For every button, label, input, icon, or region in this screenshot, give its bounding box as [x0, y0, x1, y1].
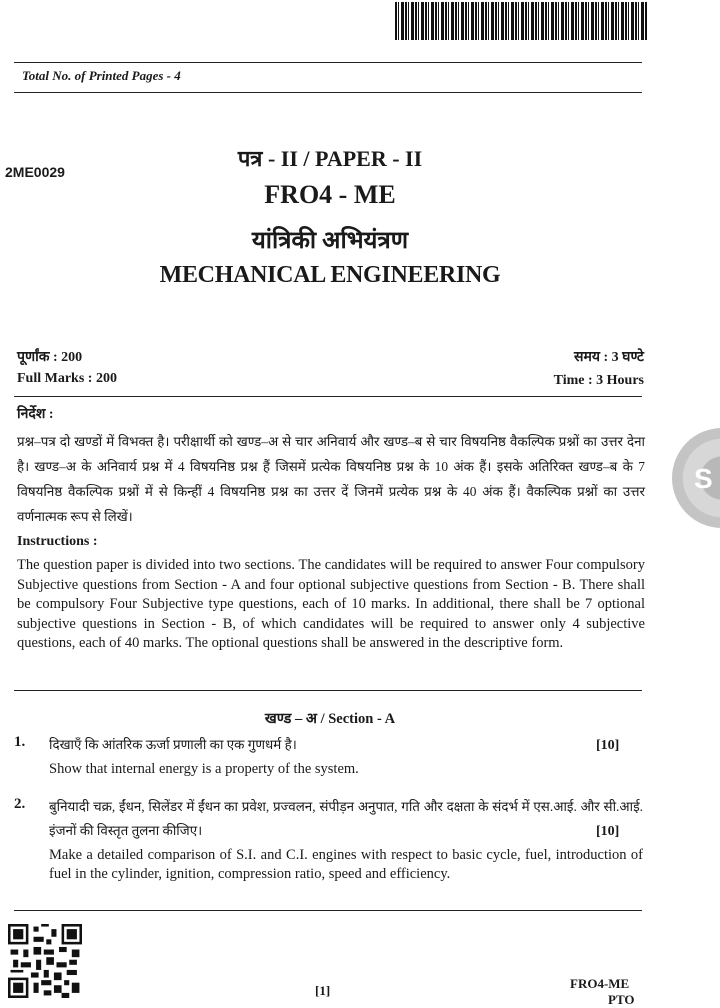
question-2-hindi: बुनियादी चक्र, ईंधन, सिलेंडर में ईंधन का प्रवेश, प्रज्वलन, संपीड़न अनुपात, गति और दक्षता के संदर्भ में एस.आई. और सी.आई. इंजनों की विस्तृत तुलना कीजिए।: [49, 799, 643, 838]
question-1-number: 1.: [14, 734, 26, 750]
page-number: [1]: [315, 983, 331, 998]
paper-code: 2ME0029: [5, 164, 65, 180]
seal-letter: S: [694, 463, 713, 494]
question-2-number: 2.: [14, 796, 26, 812]
question-2-english: Make a detailed comparison of S.I. and C.I. engines with respect to basic cycle, fuel, introduction of fuel in the cylinder, ignition, compression ratio, speed and efficiency.: [49, 847, 643, 882]
barcode-icon: [395, 2, 647, 40]
question-1-marks: [10]: [596, 738, 620, 753]
section-heading: खण्ड – अ / Section - A: [264, 711, 396, 727]
section-rule: [14, 690, 642, 691]
subject-hindi: यांत्रिकी अभियंत्रण: [251, 228, 409, 254]
instructions-text-hindi: प्रश्न–पत्र दो खण्डों में विभक्त है। परीक्षार्थी को खण्ड–अ से चार अनिवार्य और खण्ड–ब से चार विषयनिष्ठ वैकल्पिक प्रश्नों का उत्तर देना है। खण्ड–अ के अनिवार्य प्रश्न में 4 विषयनिष्ठ प्रश्न हैं जिसमें प्रत्येक विषयनिष्ठ प्रश्न के 10 अंक हैं। इसके अतिरिक्त खण्ड–ब के 7 विषयनिष्ठ वैकल्पिक प्रश्नों में से किन्हीं 4 विषयनिष्ठ प्रश्न का उत्तर दें जिनमें प्रत्येक प्रश्न के 40 अंक हैं। वैकल्पिक प्रश्नों का उत्तर वर्णनात्मक रूप से लिखें।: [17, 434, 645, 524]
question-1-hindi: दिखाएँ कि आंतरिक ऊर्जा प्रणाली का एक गुणधर्म है।: [49, 737, 297, 752]
marks-rule: [14, 396, 642, 397]
qr-code-icon: [8, 924, 82, 998]
header-rule-bottom: [14, 92, 642, 93]
question-1-english: Show that internal energy is a property of the system.: [49, 761, 359, 777]
printed-pages: Total No. of Printed Pages - 4: [22, 68, 181, 83]
time-english: Time : 3 Hours: [553, 373, 644, 388]
footer-code: FRO4-ME: [570, 976, 630, 991]
instructions-heading-hindi: निर्देश :: [17, 407, 54, 422]
time-hindi: समय : 3 घण्टे: [574, 350, 644, 365]
paper-title: पत्र - II / PAPER - II: [237, 146, 423, 171]
instructions-heading-english: Instructions :: [17, 534, 98, 549]
full-marks-english: Full Marks : 200: [17, 371, 117, 386]
header-rule: [14, 62, 642, 63]
footer-pto: PTO: [608, 992, 635, 1007]
full-marks-hindi: पूर्णांक : 200: [17, 350, 83, 365]
instructions-text-english: The question paper is divided into two sections. The candidates will be required to answer Four compulsory Subjective questions from Section - A and four optional subjective questions from Section - B. There shall be compulsory Four Subjective type questions, each of 10 marks. In additional, there shall be 7 optional subjective questions in Section - B, of which candidates will be required to answer only 4 subjective questions, each of 40 marks. The optional questions shall be answered in the descriptive form.: [17, 557, 645, 651]
subject-code: FRO4 - ME: [264, 180, 396, 209]
question-2-marks: [10]: [596, 824, 620, 839]
bottom-rule: [14, 910, 642, 911]
seal-stamp: [672, 428, 720, 528]
subject-english: MECHANICAL ENGINEERING: [159, 262, 501, 288]
